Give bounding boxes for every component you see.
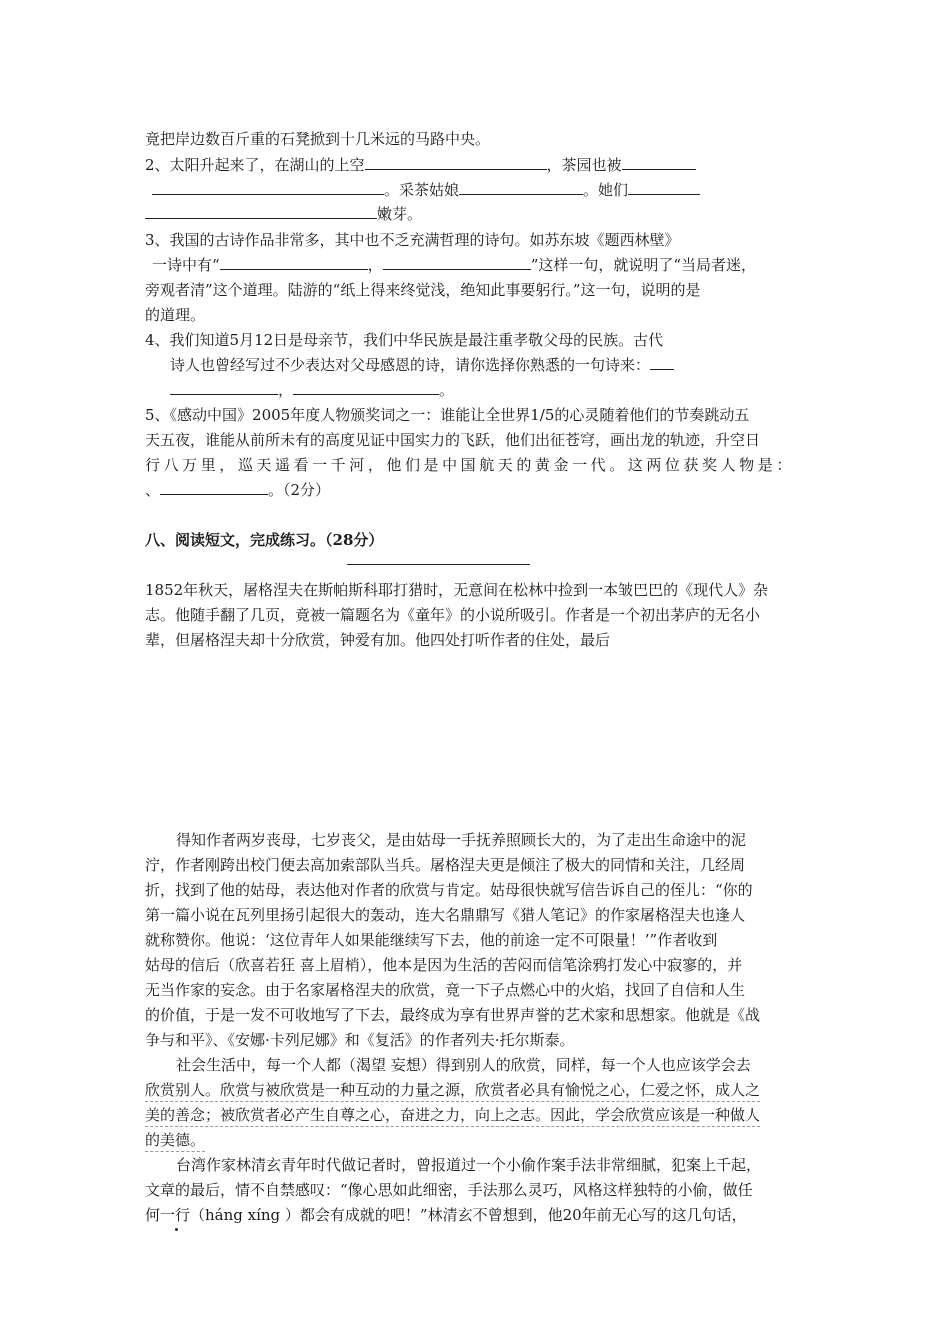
passage3-line-3: 美的善念；被欣赏者必产生自尊之心，奋进之力，向上之志。因此，学会欣赏应该是一种做人 (145, 1104, 760, 1127)
passage2-line-2: 泞，作者刚跨出校门便去高加索部队当兵。屠格涅夫更是倾注了极大的同情和关注，几经周 (145, 856, 746, 874)
q4-blank-2[interactable] (170, 379, 278, 395)
q3-text-a: 一诗中有“ (152, 256, 220, 274)
passage2-line-8: 的价值，于是一发不可收地写了下去，最终成为享有世界声誉的艺术家和思想家。他就是《战 (145, 1006, 761, 1024)
passage3-line-2: 欣赏别人。欣赏与被欣赏是一种互动的力量之源，欣赏者必具有愉悦之心，仁爱之怀，成人之 (145, 1079, 760, 1102)
q2-text-a: 2、太阳升起来了，在湖山的上空 (145, 156, 365, 174)
q4-text-a: 诗人也曾经写过不少表达对父母感恩的诗，请你选择你熟悉的一句诗来： (170, 356, 651, 374)
q2-blank-3[interactable] (152, 179, 384, 195)
q3-line-2 (152, 254, 756, 276)
q4-text-c: 。 (439, 381, 455, 399)
passage1-line-1: 1852年秋天，屠格涅夫在斯帕斯科耶打猎时，无意间在松林中捡到一本皱巴巴的《现代人》杂 (145, 581, 769, 599)
title-blank-line[interactable] (347, 564, 530, 565)
q4-blank-1[interactable] (650, 354, 674, 370)
q2-blank-1[interactable] (365, 154, 547, 170)
q2-line-1 (145, 154, 696, 176)
q3-blank-2[interactable] (383, 254, 531, 270)
q2-line-3 (145, 203, 422, 225)
q5-line-3: 行 八 万 里 ， 巡 天 遥 看 一 千 河 ， 他 们 是 中 国 航 天 的 黄 金 一 代 。 这 两 位 获 奖 人 物 是 ： (145, 456, 791, 474)
passage4-line-1: 台湾作家林清玄青年时代做记者时，曾报道过一个小偷作案手法非常细腻，犯案上千起， (176, 1156, 762, 1174)
passage1-line-3: 辈，但屠格涅夫却十分欣赏，钟爱有加。他四处打听作者的住处，最后 (145, 631, 611, 649)
passage4-line-2: 文章的最后，情不自禁感叹：“像心思如此细密，手法那么灵巧，风格这样独特的小偷，做任 (145, 1181, 753, 1199)
passage2-line-6: 姑母的信后（欣喜若狂 喜上眉梢），他本是因为生活的苦闷而信笔涂鸦打发心中寂寥的，并 (145, 956, 743, 974)
passage2-line-5: 就称赞你。他说：‘这位青年人如果能继续写下去，他的前途一定不可限量！’”作者收到 (145, 931, 718, 949)
q2-blank-4[interactable] (459, 179, 583, 195)
q3-blank-1[interactable] (220, 254, 368, 270)
passage2-line-9: 争与和平》、《安娜·卡列尼娜》和《复活》的作者列夫·托尔斯泰。 (145, 1031, 575, 1049)
passage3-line-4: 的美德。 (145, 1129, 205, 1152)
passage2-line-1: 得知作者两岁丧母，七岁丧父，是由姑母一手抚养照顾长大的，为了走出生命途中的泥 (176, 831, 747, 849)
q1-tail-line: 竟把岸边数百斤重的石凳掀到十几米远的马路中央。 (145, 130, 491, 148)
q4-line-2 (170, 354, 674, 376)
section-8-heading: 八、阅读短文，完成练习。（28分） (145, 531, 384, 549)
q3-line-3: 旁观者清”这个道理。陆游的“纸上得来终觉浅，绝知此事要躬行。”这一句，说明的是 (145, 281, 701, 299)
q3-text-b: ， (367, 256, 383, 274)
q2-blank-5[interactable] (628, 179, 700, 195)
q5-blank-1[interactable] (160, 479, 268, 495)
q5-text-b: 。（2分） (268, 481, 331, 499)
q4-line-3 (170, 379, 454, 401)
passage4-line-3: 何一行（háng xíng ）都会有成就的吧！”林清玄不曾想到，他20年前无心写的这几句话， (145, 1206, 747, 1224)
q3-line-4: 的道理。 (145, 306, 206, 324)
q5-text-a: 、 (145, 481, 161, 499)
q3-text-c: ”这样一句，就说明了“当局者迷， (530, 256, 757, 274)
q2-text-c: 。采茶姑娘 (384, 181, 460, 199)
passage2-line-3: 折，找到了他的姑母，表达他对作者的欣赏与肯定。姑母很快就写信告诉自己的侄儿：“你的 (145, 881, 753, 899)
passage2-line-7: 无当作家的妄念。由于名家屠格涅夫的欣赏，竟一下子点燃心中的火焰，找回了自信和人生 (145, 981, 746, 999)
q2-text-d: 。她们 (583, 181, 629, 199)
passage1-line-2: 志。他随手翻了几页，竟被一篇题名为《童年》的小说所吸引。作者是一个初出茅庐的无名小 (145, 606, 761, 624)
q4-blank-3[interactable] (293, 379, 439, 395)
q3-line-1: 3、我国的古诗作品非常多，其中也不乏充满哲理的诗句。如苏东坡《题西林壁》 (145, 231, 680, 249)
q4-line-1: 4、我们知道5月12日是母亲节，我们中华民族是最注重孝敬父母的民族。古代 (145, 331, 664, 349)
q4-text-b: ， (278, 381, 294, 399)
q2-blank-6[interactable] (145, 203, 377, 219)
q2-text-b: ，茶园也被 (546, 156, 622, 174)
q2-line-2 (152, 179, 700, 201)
q2-blank-2[interactable] (622, 154, 696, 170)
q5-line-1: 5、《感动中国》2005年度人物颁奖词之一：谁能让全世界1/5的心灵随着他们的节奏跳动五 (145, 406, 750, 424)
emphasis-dot (175, 1228, 178, 1231)
q5-line-4 (145, 479, 330, 501)
q2-text-e: 嫩芽。 (377, 205, 423, 223)
passage3-line-1: 社会生活中，每一个人都（渴望 妄想）得到别人的欣赏，同样，每一个人也应该学会去 (176, 1056, 751, 1074)
q5-line-2: 天五夜，谁能从前所未有的高度见证中国实力的飞跃，他们出征苍穹，画出龙的轨迹，升空日 (145, 431, 761, 449)
passage2-line-4: 第一篇小说在瓦列里扬引起很大的轰动，连大名鼎鼎写《猎人笔记》的作家屠格涅夫也逢人 (145, 906, 746, 924)
